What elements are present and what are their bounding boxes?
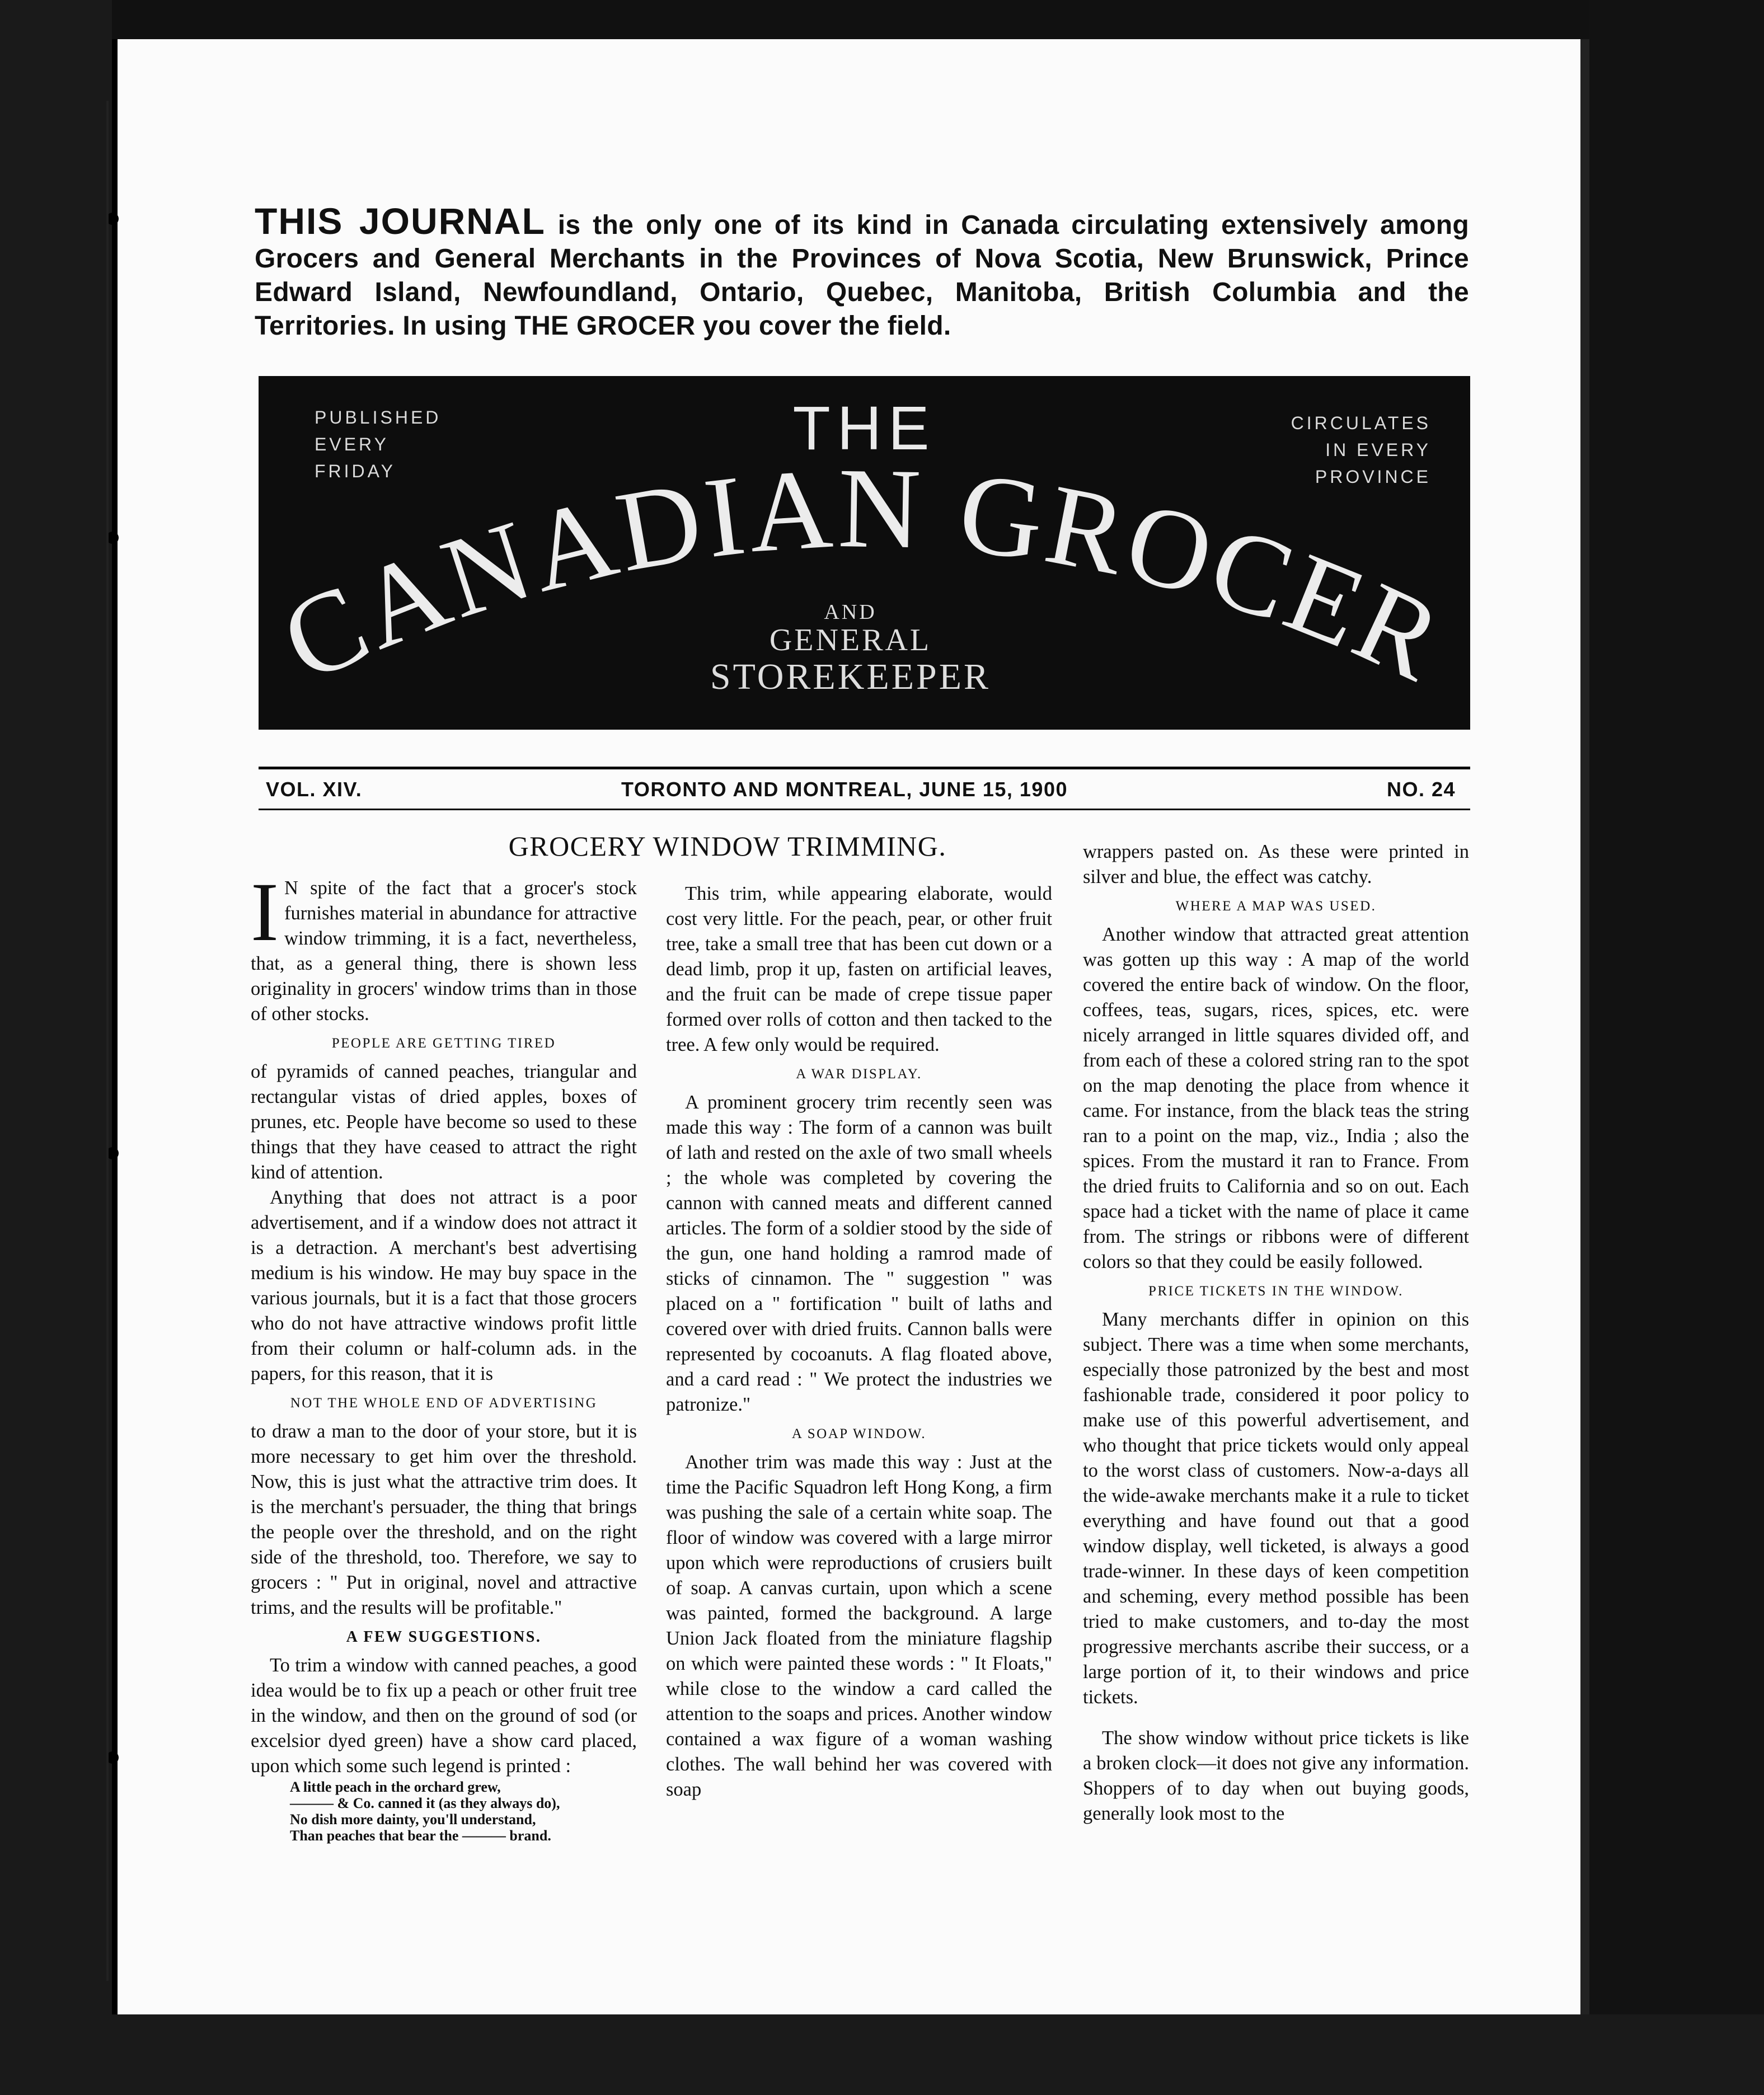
column-3 [1083,839,1469,1826]
column-2 [666,881,1052,1802]
paragraph: Another window that attracted great attention was gotten up this way : A map of the world covered the entire back of window. On the floor, coffees, teas, sugars, rices, spices, etc. were nicely arranged in little squares divided off, and from each of these a colored string ran to the spot on the map denoting the place from whence it came. For instance, from the black teas the string ran to a point on the map, viz., India ; also the spices. From the mustard it ran to France. From the dried fruits to California and so on out. Each space had a ticket with the name of place it came from. The strings or ribbons were of different colors so that they could be easily followed. [1083,924,1469,1272]
place-date: TORONTO AND MONTREAL, JUNE 15, 1900 [621,778,1068,801]
scan-border-right [1589,0,1764,2095]
announcement [255,200,1469,343]
paragraph: A prominent grocery trim recently seen was made this way : The form of a cannon was built of lath and rested on the axle of two small wheels ; the whole was completed by covering the cannon with canned meats and different canned articles. The form of a soldier stood by the side of the gun, one hand holding a ramrod made of sticks of cinnamon. The " suggestion " was placed on a " fortification " built of laths and covered over with dried fruits. Cannon balls were represented by cocoanuts. A flag floated above, and a card read : " We protect the industries we patronize." [666,1092,1052,1415]
masthead-the: THE [792,394,936,463]
issue-rule-bottom [259,809,1470,810]
masthead-title: CANADIAN GROCER [264,444,1462,707]
paragraph: Another trim was made this way : Just at the time the Pacific Squadron left Hong Kong, a firm was pushing the sale of a certain white soap. The floor of window was covered with a large mirror upon which were reproductions of crusiers built of soap. A canvas curtain, upon which a scene was painted, formed the background. A large Union Jack floated from the miniature flagship on which were painted these words : " It Floats," while close to the window a card called the attention to the soaps and prices. Another window contained a wax figure of a woman washing clothes. The wall behind her was covered with soap [666,1452,1052,1800]
issue-number: NO. 24 [1387,778,1456,801]
drop-cap: I [251,866,279,959]
paragraph: wrappers pasted on. As these were printed in silver and blue, the effect was catchy. [1083,841,1469,887]
scan-border-bottom [0,2014,1764,2095]
paragraph: Many merchants differ in opinion on this subject. There was a time when some merchants, especially those patronized by the best and most fashionable trade, considered it poor policy to make use of this powerful advertisement, and who thought that price tickets would only appeal to the worst class of customers. Now-a-days all the wide-awake merchants make it a rule to ticket everything and have found out that a good window display, well ticketed, is always a good trade-winner. In these days of keen competition and scheming, every method possible has been tried to make customers, and to-day the most progressive merchants ascribe their success, or a large portion of it, to their windows and price tickets. [1083,1309,1469,1708]
paragraph: This trim, while appearing elaborate, would cost very little. For the peach, pear, or other fruit tree, take a small tree that has been cut down or a dead limb, prop it up, fasten on artificial leaves, and the fruit can be made of crepe tissue paper formed over rolls of cotton and then tacked to the tree. A few only would be required. [666,883,1052,1055]
paragraph: to draw a man to the door of your store, but it is more necessary to get him over the threshold. Now, this is just what the attractive trim does. It is the merchant's persuader, the thing that brings the people over the threshold, and on the right side of the threshold, too. Therefore, we say to grocers : " Put in original, novel and attractive trims, and the results will be profitable." [251,1421,637,1618]
subheading: A WAR DISPLAY. [796,1067,922,1082]
paragraph: of pyramids of canned peaches, triangular and rectangular vistas of dried apples, boxes of prunes, etc. People have become so used to these things that they have ceased to attract the right kind of attention. [251,1061,637,1183]
masthead-and: AND [824,600,877,624]
paragraph: The show window without price tickets is like a broken clock—it does not give any information. Shoppers of to day when out buying goods, generally look most to the [1083,1727,1469,1824]
subheading: NOT THE WHOLE END OF ADVERTISING [290,1396,598,1411]
masthead-general: GENERAL [769,623,932,657]
paragraph: Anything that does not attract is a poor advertisement, and if a window does not attract it is a detraction. A merchant's best advertising medium is his window. He may buy space in the various journals, but it is a fact that those grocers who do not have attractive windows profit little from their column or half-column ads. in the papers, for this reason, that it is [251,1187,637,1384]
masthead-storekeeper: STOREKEEPER [710,656,991,697]
scan-border-top [0,0,1764,39]
issue-rule-top [259,767,1470,769]
subheading: PEOPLE ARE GETTING TIRED [331,1036,556,1051]
article-title: GROCERY WINDOW TRIMMING. [508,830,947,862]
paragraph: To trim a window with canned peaches, a good idea would be to fix up a peach or other fruit tree in the window, and then on the ground of sod (or excelsior dyed green) have a show card placed, upon which some such legend is printed : [251,1655,637,1777]
subheading: PRICE TICKETS IN THE WINDOW. [1148,1284,1404,1299]
volume: VOL. XIV. [266,778,363,801]
scan-border-left [0,0,112,2095]
subheading: WHERE A MAP WAS USED. [1175,899,1377,914]
page-margin-line [106,101,109,1981]
announcement-text: is the only one of its kind in Canada circulating extensively among Grocers and General Merchants in the Provinces of Nova Scotia, New Brunswick, Prince Edward Island, Newfoundland, Ontario, Quebec, Manitoba, British Columbia and the Territories. In using THE GROCER you cover the field. [255,210,1469,341]
column-1 [251,866,637,1844]
subheading: A SOAP WINDOW. [791,1426,927,1441]
paragraph: I N spite of the fact that a grocer's stock furnishes material in abundance for attractive window trimming, it is a fact, nevertheless, that, as a general thing, there is shown less originality in grocers' window trims than in those of other stocks. [251,866,637,1025]
masthead [259,376,1470,730]
announcement-lead: THIS JOURNAL [255,200,546,242]
masthead-circulates-note: CIRCULATES IN EVERY PROVINCE [1291,413,1431,487]
masthead-published-note: PUBLISHED EVERY FRIDAY [315,407,442,481]
show-card-verse: A little peach in the orchard grew, ——— & Co. canned it (as they always do), No dish more dainty, you'll understand, Than peaches that bear the ——— brand. [290,1779,560,1844]
subheading: A FEW SUGGESTIONS. [346,1628,542,1646]
